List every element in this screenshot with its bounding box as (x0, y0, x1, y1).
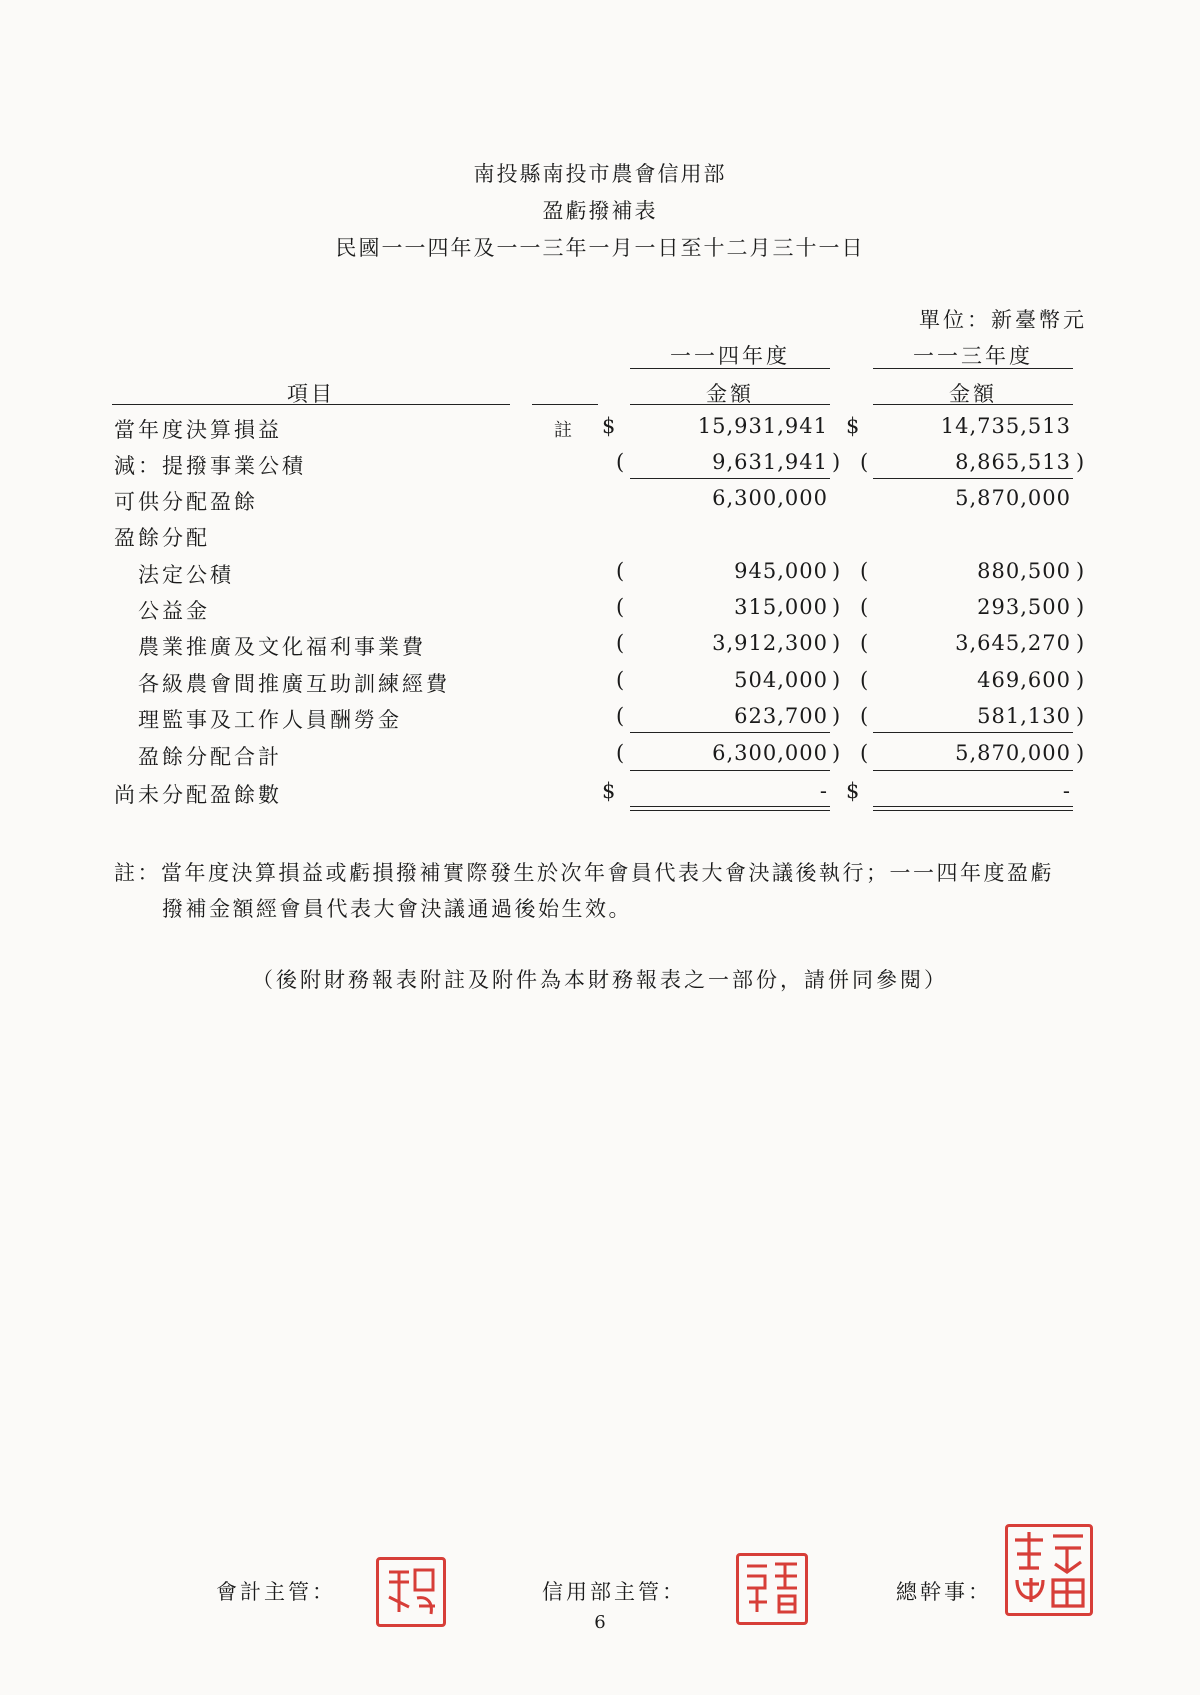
row-label: 法定公積 (138, 563, 234, 587)
footnote-line1: 註：當年度決算損益或虧損撥補實際發生於次年會員代表大會決議後執行；一一四年度盈虧 (114, 861, 1054, 885)
paren-close: ) (1076, 631, 1085, 655)
value-2024: 293,500 (977, 595, 1071, 619)
col-item: 項目 (287, 382, 335, 406)
paren-close: ) (1076, 704, 1085, 728)
value-2025: - (819, 779, 828, 803)
col-amount2: 金額 (949, 382, 997, 406)
footnote-line2: 撥補金額經會員代表大會決議通過後始生效。 (162, 897, 632, 921)
paren-close: ) (832, 631, 841, 655)
value-2025: 945,000 (734, 559, 828, 583)
col-year2-rule (873, 368, 1073, 369)
page-number: 6 (594, 1612, 606, 1633)
paren-close: ) (832, 595, 841, 619)
paren-close: ) (832, 559, 841, 583)
row-label: 可供分配盈餘 (114, 490, 258, 514)
paren-open: ( (616, 450, 625, 474)
dollar-sign: $ (846, 779, 860, 803)
paren-close: ) (832, 668, 841, 692)
value-2025: 3,912,300 (712, 631, 828, 655)
value-2024: 880,500 (977, 559, 1071, 583)
row-label: 盈餘分配合計 (138, 745, 282, 769)
remark: （後附財務報表附註及附件為本財務報表之一部份，請併同參閱） (252, 968, 948, 992)
col-year1: 一一四年度 (670, 344, 790, 368)
col-amount1: 金額 (706, 382, 754, 406)
row-label: 理監事及工作人員酬勞金 (138, 708, 402, 732)
dollar-sign: $ (846, 414, 860, 438)
paren-close: ) (832, 704, 841, 728)
paren-open: ( (860, 559, 869, 583)
row-label: 當年度決算損益 (114, 418, 282, 442)
subtotal-rule (873, 732, 1073, 733)
unit-label: 單位：新臺幣元 (919, 308, 1087, 332)
value-2024: 3,645,270 (955, 631, 1071, 655)
org-name: 南投縣南投市農會信用部 (473, 162, 727, 186)
col-amount1-rule (630, 404, 830, 405)
paren-open: ( (616, 631, 625, 655)
seal-glyph-icon (741, 1558, 803, 1620)
row-label: 公益金 (138, 599, 210, 623)
value-2024: 581,130 (977, 704, 1071, 728)
value-2024: 14,735,513 (940, 414, 1071, 438)
value-2025: 6,300,000 (712, 486, 828, 510)
dollar-sign: $ (602, 414, 616, 438)
note-ref: 註 (554, 420, 572, 441)
sig-accounting-label: 會計主管： (216, 1580, 336, 1604)
paren-open: ( (616, 668, 625, 692)
paren-open: ( (616, 595, 625, 619)
col-amount2-rule (873, 404, 1073, 405)
paren-open: ( (616, 704, 625, 728)
total-rule (873, 770, 1073, 771)
col-year2: 一一三年度 (913, 344, 1033, 368)
seal-glyph-icon (1009, 1528, 1089, 1612)
general-manager-seal-stamp (1005, 1524, 1093, 1616)
subtotal-rule (630, 732, 830, 733)
total-rule (630, 770, 830, 771)
paren-open: ( (860, 595, 869, 619)
report-title: 盈虧撥補表 (542, 199, 658, 223)
value-2024: 469,600 (977, 668, 1071, 692)
paren-close: ) (1076, 595, 1085, 619)
paren-open: ( (860, 741, 869, 765)
paren-close: ) (1076, 741, 1085, 765)
value-2025: 623,700 (734, 704, 828, 728)
value-2024: - (1062, 779, 1071, 803)
col-year1-rule (630, 368, 830, 369)
paren-open: ( (860, 631, 869, 655)
paren-open: ( (616, 559, 625, 583)
final-double-rule (873, 806, 1073, 811)
row-label: 盈餘分配 (114, 526, 210, 550)
value-2025: 6,300,000 (712, 741, 828, 765)
paren-open: ( (860, 704, 869, 728)
row-label: 農業推廣及文化福利事業費 (138, 635, 426, 659)
value-2025: 9,631,941 (712, 450, 828, 474)
col-item-rule (112, 404, 510, 405)
paren-open: ( (616, 741, 625, 765)
paren-close: ) (832, 450, 841, 474)
report-period: 民國一一四年及一一三年一月一日至十二月三十一日 (335, 236, 865, 260)
dollar-sign: $ (602, 779, 616, 803)
value-2024: 5,870,000 (955, 486, 1071, 510)
paren-open: ( (860, 668, 869, 692)
final-double-rule (630, 806, 830, 811)
paren-close: ) (1076, 668, 1085, 692)
paren-close: ) (1076, 559, 1085, 583)
value-2025: 15,931,941 (697, 414, 828, 438)
paren-open: ( (860, 450, 869, 474)
value-2025: 315,000 (734, 595, 828, 619)
col-note-rule (532, 404, 598, 405)
paren-close: ) (1076, 450, 1085, 474)
paren-close: ) (832, 741, 841, 765)
value-2024: 8,865,513 (955, 450, 1071, 474)
value-2024: 5,870,000 (955, 741, 1071, 765)
row-label: 各級農會間推廣互助訓練經費 (138, 672, 450, 696)
row-label: 尚未分配盈餘數 (114, 783, 282, 807)
row-label: 減：提撥事業公積 (114, 454, 306, 478)
sig-general-label: 總幹事： (896, 1580, 992, 1604)
subtotal-rule (873, 478, 1073, 479)
subtotal-rule (630, 478, 830, 479)
value-2025: 504,000 (734, 668, 828, 692)
sig-credit-label: 信用部主管： (542, 1580, 686, 1604)
